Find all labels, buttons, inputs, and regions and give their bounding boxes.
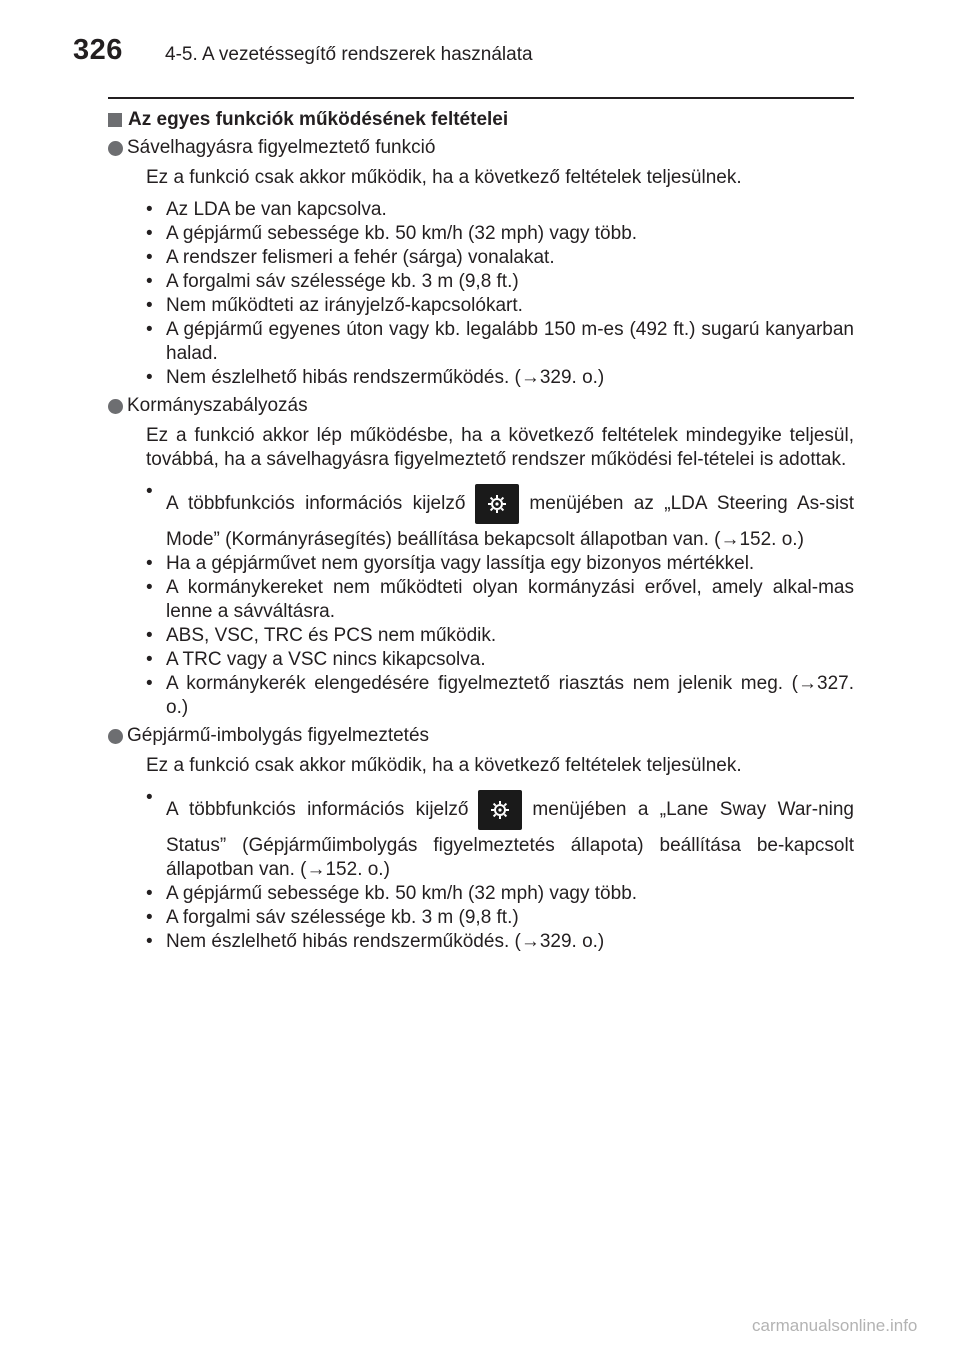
circle-bullet-icon: [108, 399, 123, 414]
header-rule: [108, 97, 854, 99]
list-item: • A gépjármű sebessége kb. 50 km/h (32 mph) vagy több.: [146, 222, 854, 246]
list-item: • A forgalmi sáv szélessége kb. 3 m (9,8 ft.): [146, 906, 854, 930]
list-item: • A TRC vagy a VSC nincs kikapcsolva.: [146, 648, 854, 672]
lda-heading: [108, 136, 854, 160]
lda-heading-text: Sávelhagyásra figyelmeztető funkció: [127, 137, 436, 158]
sway-list: [108, 786, 854, 954]
lda-list: [108, 198, 854, 390]
section-heading: [108, 108, 854, 132]
list-item: • A kormánykereket nem működteti olyan kormányzási erővel, amely alkal-mas lenne a sávváltásra.: [146, 576, 854, 624]
list-item: • Nem működteti az irányjelző-kapcsolókart.: [146, 294, 854, 318]
lda-intro: Ez a funkció csak akkor működik, ha a következő feltételek teljesülnek.: [146, 167, 742, 188]
sway-intro: Ez a funkció csak akkor működik, ha a következő feltételek teljesülnek.: [146, 755, 742, 776]
list-item: • A többfunkciós információs kijelző menüjében az „LDA Steering As-sist Mode” (Kormányrásegítés) beállítása bekapcsolt állapotban van. (→152. o.): [146, 480, 854, 552]
list-item: • A többfunkciós információs kijelző menüjében a „Lane Sway War-ning Status” (Gépjárműimbolygás figyelmeztetés állapota) beállítása be-kapcsolt állapotban van. (→152. o.): [146, 786, 854, 882]
list-item: • A gépjármű egyenes úton vagy kb. legalább 150 m-es (492 ft.) sugarú kanyarban halad.: [146, 318, 854, 366]
header-title: 4-5. A vezetéssegítő rendszerek használata: [165, 44, 533, 65]
list-item: • A gépjármű sebessége kb. 50 km/h (32 mph) vagy több.: [146, 882, 854, 906]
steering-intro: Ez a funkció akkor lép működésbe, ha a következő feltételek mindegyike teljesül, továbbá, ha a sávelhagyásra figyelmeztető rendszer működési fel-tételei is adottak.: [146, 425, 854, 470]
list-item: • Nem észlelhető hibás rendszerműködés. (→329. o.): [146, 366, 854, 390]
steering-heading-text: Kormányszabályozás: [127, 395, 308, 416]
circle-bullet-icon: [108, 729, 123, 744]
list-item: • A rendszer felismeri a fehér (sárga) vonalakat.: [146, 246, 854, 270]
page-number: 326: [73, 34, 123, 66]
content: [108, 108, 854, 958]
list-item: • A kormánykerék elengedésére figyelmeztető riasztás nem jelenik meg. (→327. o.): [146, 672, 854, 720]
section-heading-text: Az egyes funkciók működésének feltételei: [128, 109, 509, 130]
list-item: • Ha a gépjárművet nem gyorsítja vagy lassítja egy bizonyos mértékkel.: [146, 552, 854, 576]
list-item: • Az LDA be van kapcsolva.: [146, 198, 854, 222]
steering-list: [108, 480, 854, 720]
circle-bullet-icon: [108, 141, 123, 156]
gear-icon: [478, 790, 522, 830]
square-bullet-icon: [108, 113, 122, 127]
footer-watermark: carmanualsonline.info: [752, 1316, 918, 1335]
list-item: • ABS, VSC, TRC és PCS nem működik.: [146, 624, 854, 648]
steering-heading: [108, 394, 854, 418]
list-item: • A forgalmi sáv szélessége kb. 3 m (9,8 ft.): [146, 270, 854, 294]
gear-icon: [475, 484, 519, 524]
sway-heading-text: Gépjármű-imbolygás figyelmeztetés: [127, 725, 430, 746]
sway-heading: [108, 724, 854, 748]
list-item: • Nem észlelhető hibás rendszerműködés. (→329. o.): [146, 930, 854, 954]
